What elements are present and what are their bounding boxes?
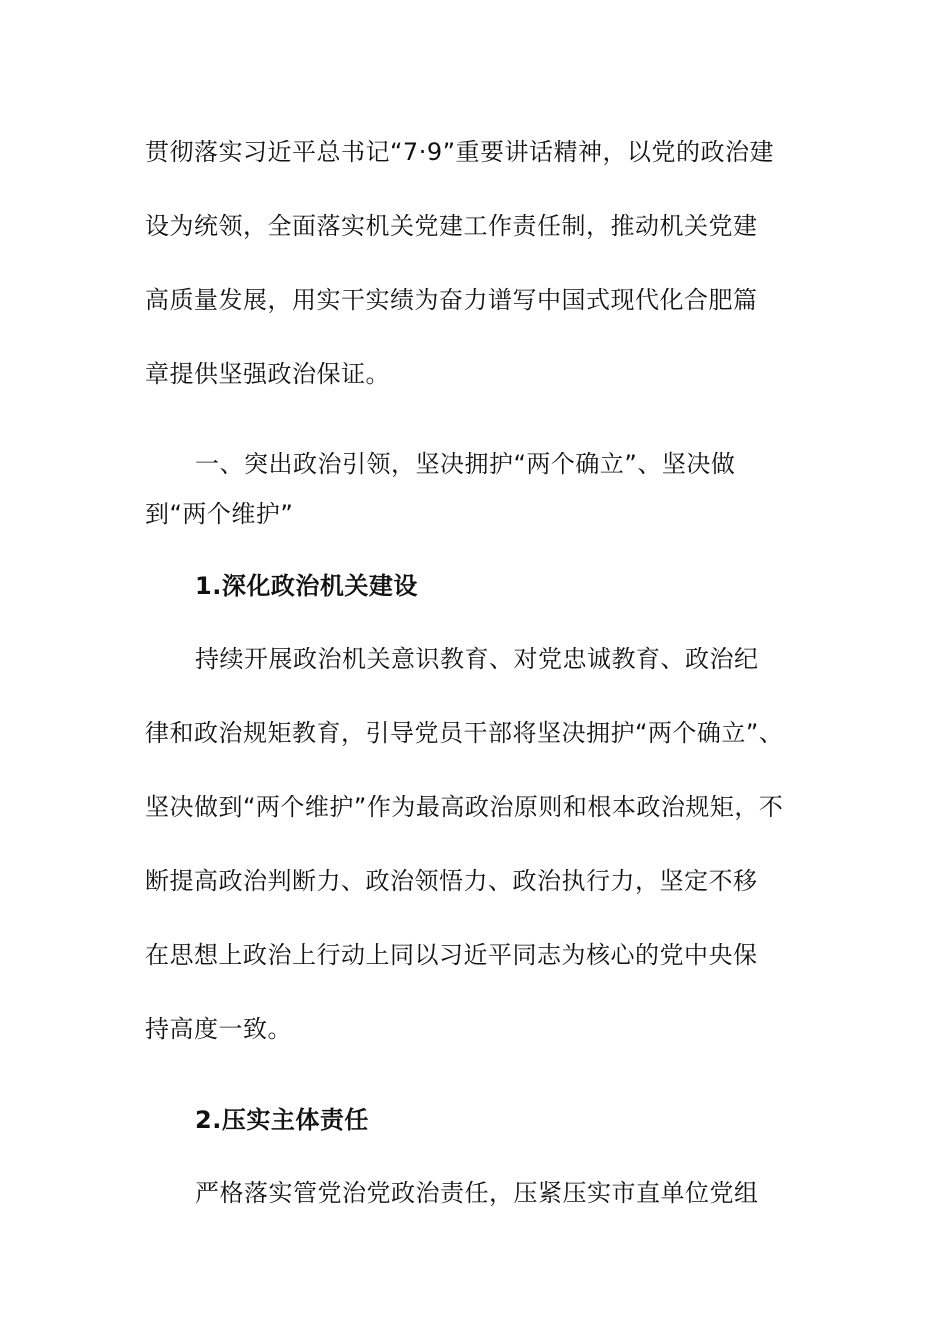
paragraph-line: 持续开展政治机关意识教育、对党忠诚教育、政治纪 xyxy=(195,645,759,673)
section-heading-line: 到“两个维护” xyxy=(145,500,294,528)
paragraph-line: 坚决做到“两个维护”作为最高政治原则和根本政治规矩，不 xyxy=(145,793,784,821)
paragraph-line: 律和政治规矩教育，引导党员干部将坚决拥护“两个确立”、 xyxy=(145,719,784,747)
paragraph-line: 在思想上政治上行动上同以习近平同志为核心的党中央保 xyxy=(145,941,758,969)
intro-line: 章提供坚强政治保证。 xyxy=(145,360,390,388)
intro-line: 贯彻落实习近平总书记“7·9”重要讲话精神，以党的政治建 xyxy=(145,138,775,166)
subsection-title: 2.压实主体责任 xyxy=(195,1106,369,1134)
paragraph-line: 持高度一致。 xyxy=(145,1015,292,1043)
subsection-title: 1.深化政治机关建设 xyxy=(195,572,418,600)
intro-line: 设为统领，全面落实机关党建工作责任制，推动机关党建 xyxy=(145,212,758,240)
intro-line: 高质量发展，用实干实绩为奋力谱写中国式现代化合肥篇 xyxy=(145,286,758,314)
paragraph-line: 严格落实管党治党政治责任，压紧压实市直单位党组 xyxy=(195,1179,759,1207)
section-heading-line: 一、突出政治引领，坚决拥护“两个确立”、坚决做 xyxy=(195,450,736,478)
paragraph-line: 断提高政治判断力、政治领悟力、政治执行力，坚定不移 xyxy=(145,867,758,895)
